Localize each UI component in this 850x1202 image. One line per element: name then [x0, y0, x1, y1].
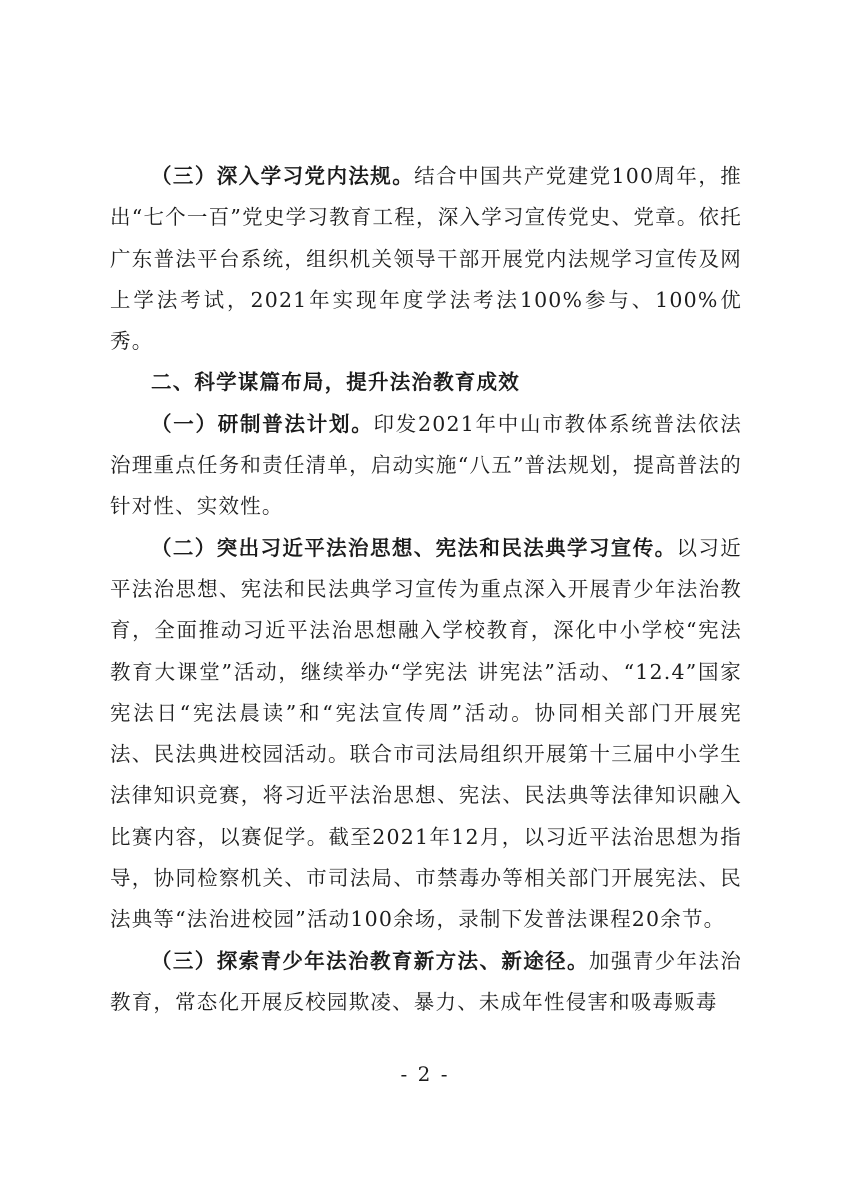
page-number: - 2 -	[400, 1062, 450, 1086]
paragraph-lead: （一）研制普法计划。	[151, 411, 374, 436]
paragraph-text: 印发2021年中山市教体系统普法依法治理重点任务和责任清单，启动实施“八五”普法规划，提高普法的针对性、实效性。	[110, 411, 742, 519]
paragraph-law-plan	[110, 404, 742, 528]
paragraph-party-regulations	[110, 156, 742, 362]
document-body	[110, 156, 742, 1023]
paragraph-constitution-civil-code	[110, 528, 742, 941]
paragraph-lead: （二）突出习近平法治思想、宪法和民法典学习宣传。	[151, 535, 677, 560]
paragraph-youth-legal-education	[110, 941, 742, 1024]
paragraph-text: 加强青少年法治教育，常态化开展反校园欺凌、暴力、未成年性侵害和吸毒贩毒	[110, 948, 742, 1014]
section-heading: 二、科学谋篇布局，提升法治教育成效	[151, 370, 520, 395]
paragraph-lead: （三）探索青少年法治教育新方法、新途径。	[151, 948, 589, 973]
paragraph-text: 以习近平法治思想、宪法和民法典学习宣传为重点深入开展青少年法治教育，全面推动习近平法治思想融入学校教育，深化中小学校“宪法教育大课堂”活动，继续举办“学宪法 讲宪法”活动、“12.4”国家宪法日“宪法晨读”和“宪法宣传周”活动。协同相关部门开展宪法、民法典进校园活动。联合市司法局组织开展第十三届中小学生法律知识竞赛，将习近平法治思想、宪法、民法典等法律知识融入比赛内容，以赛促学。截至2021年12月，以习近平法治思想为指导，协同检察机关、市司法局、市禁毒办等相关部门开展宪法、民法典等“法治进校园”活动100余场，录制下发普法课程20余节。	[110, 535, 742, 932]
paragraph-text: 结合中国共产党建党100周年，推出“七个一百”党史学习教育工程，深入学习宣传党史、党章。依托广东普法平台系统，组织机关领导干部开展党内法规学习宣传及网上学法考试，2021年实现年度学法考法100%参与、100%优秀。	[110, 164, 742, 354]
paragraph-lead: （三）深入学习党内法规。	[151, 164, 415, 188]
